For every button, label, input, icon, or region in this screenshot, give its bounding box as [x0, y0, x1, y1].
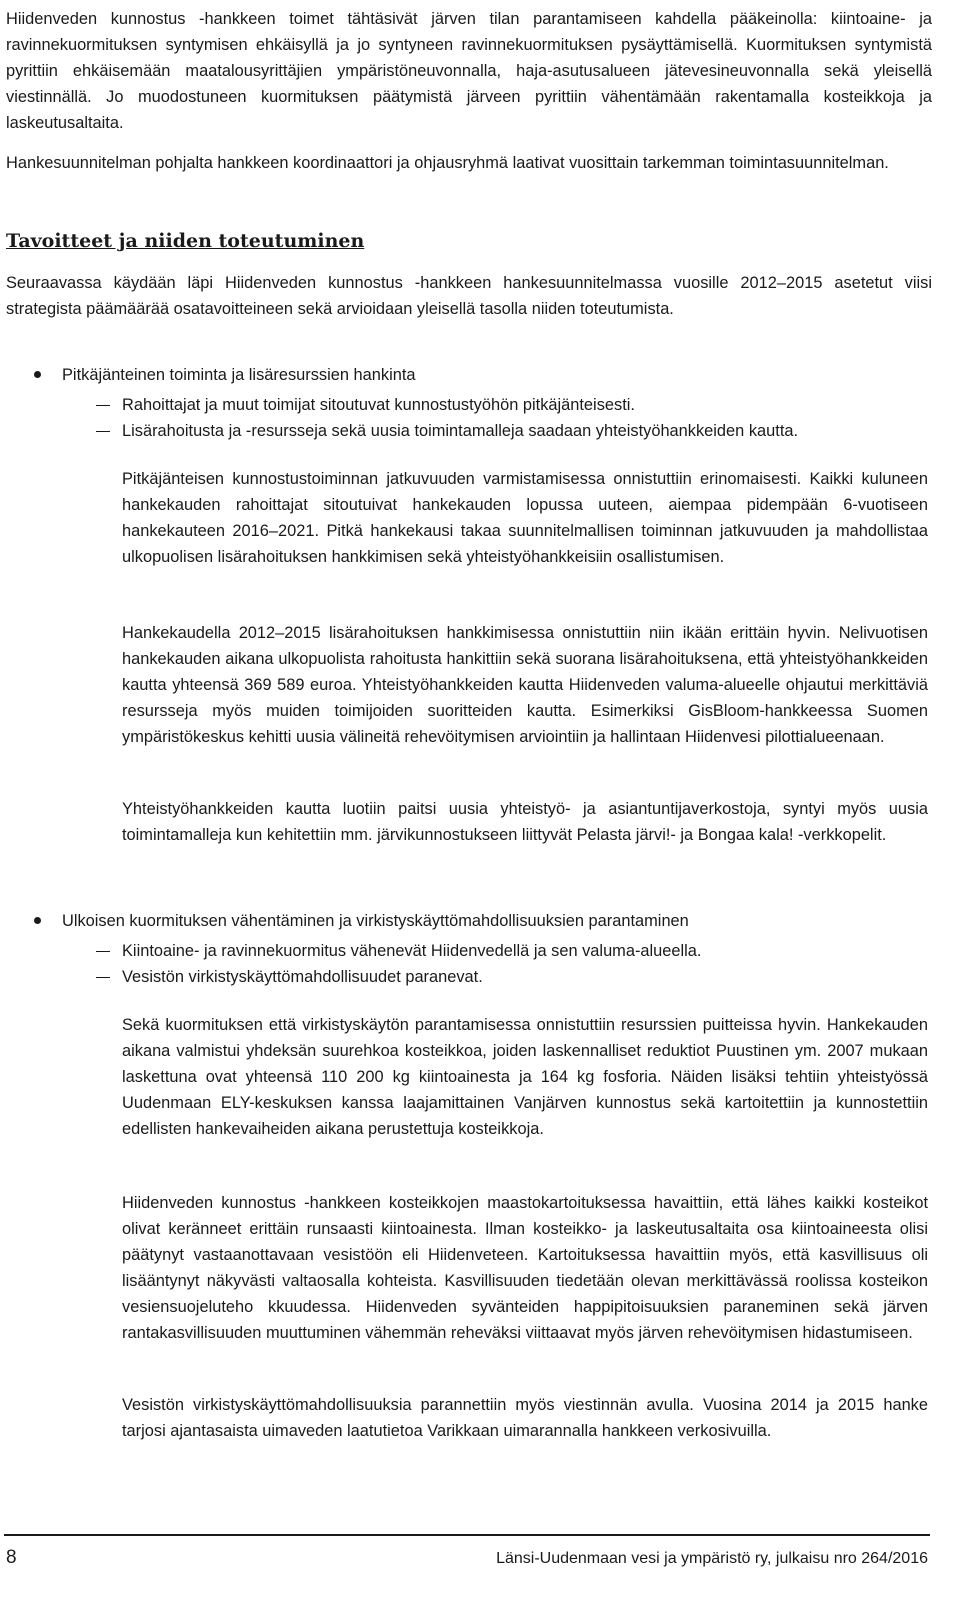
- goal-2-paragraph-1: Sekä kuormituksen että virkistyskäytön parantamisessa onnistuttiin resurssien puitteissa hyvin. Hankekauden aikana valmistui yhdeksän suurehkoa kosteikkoa, joiden laskennalliset reduktiot Puustinen ym. 2007 mukaan laskettuna ovat yhteensä 110 200 kg kiintoainesta ja 164 kg fosforia. Näiden lisäksi tehtiin yhteistyössä Uudenmaan ELY-keskuksen kanssa laajamittainen Vanjärven kunnostus sekä kartoitettiin ja kunnostettiin edellisten hankevaiheiden aikana perustettuja kosteikkoja.: [122, 1016, 928, 1138]
- intro-paragraph-2: [6, 150, 932, 176]
- dash-icon: [96, 977, 110, 978]
- bullet-dot-icon: [34, 371, 41, 378]
- goal-1-title-text: Pitkäjänteinen toiminta ja lisäresurssien hankinta: [62, 366, 416, 384]
- footer-divider: [4, 1534, 930, 1536]
- goal-2-title-text: Ulkoisen kuormituksen vähentäminen ja virkistyskäyttömahdollisuuksien parantaminen: [62, 912, 689, 930]
- intro-paragraph-1: [6, 6, 932, 136]
- publication-info: Länsi-Uudenmaan vesi ja ympäristö ry, julkaisu nro 264/2016: [496, 1550, 928, 1567]
- goal-2-paragraph-2: Hiidenveden kunnostus -hankkeen kosteikkojen maastokartoituksessa havaittiin, että lähes kaikki kosteikot olivat keränneet erittäin runsaasti kiintoainesta. Ilman kosteikko- ja laskeutusaltaita osa kiintoaineesta olisi päätynyt vastaanottavaan vesistöön eli Hiidenveteen. Kartoituksessa havaittiin myös, että kasvillisuus oli lisääntynyt näkyvästi valtaosalla kohteista. Kasvillisuuden tiedetään olevan merkittävässä roolissa kosteikon vesiensuojeluteho kkuudessa. Hiidenveden syvänteiden happipitoisuuksien paraneminen sekä järven rantakasvillisuuden muuttuminen vähemmän reheväksi viittaavat myös järven rehevöitymisen hidastumiseen.: [122, 1194, 928, 1342]
- goal-2-paragraph-3: Vesistön virkistyskäyttömahdollisuuksia parannettiin myös viestinnän avulla. Vuosina 2014 ja 2015 hanke tarjosi ajantasaista uimaveden laatutietoa Varikkaan uimarannalla hankkeen verkosivuilla.: [122, 1396, 928, 1440]
- dash-icon: [96, 405, 110, 406]
- dash-icon: [96, 951, 110, 952]
- bullet-dot-icon: [34, 917, 41, 924]
- goal-1-paragraph-1: Pitkäjänteisen kunnostustoiminnan jatkuvuuden varmistamisessa onnistuttiin erinomaisesti. Kaikki kuluneen hankekauden rahoittajat sitoutuivat hankekauden lopussa uuteen, aiempaa pidempään 6-vuotiseen hankekauteen 2016–2021. Pitkä hankekausi takaa suunnitelmallisen toiminnan jatkuvuuden ja mahdollistaa ulkopuolisen lisärahoituksen hankkimisen sekä yhteistyöhankkeisiin osallistumisen.: [122, 470, 928, 566]
- goal-1-paragraph-2: Hankekaudella 2012–2015 lisärahoituksen hankkimisessa onnistuttiin niin ikään erittäin hyvin. Nelivuotisen hankekauden aikana ulkopuolista rahoitusta hankittiin sekä suorana lisärahoituksena, että yhteistyöhankkeiden kautta yhteensä 369 589 euroa. Yhteistyöhankkeiden kautta Hiidenveden valuma-alueelle ohjautui merkittäviä resursseja myös muiden toimijoiden suoritteiden kautta. Esimerkiksi GisBloom-hankkeessa Suomen ympäristökeskus kehitti uusia välineitä rehevöitymisen arviointiin ja hallintaan Hiidenvesi pilottialueenaan.: [122, 624, 928, 746]
- page-number: 8: [6, 1547, 17, 1568]
- section-heading: Tavoitteet ja niiden toteutuminen: [6, 230, 365, 252]
- goal-1-paragraph-3: Yhteistyöhankkeiden kautta luotiin paitsi uusia yhteistyö- ja asiantuntijaverkostoja, syntyi myös uusia toimintamalleja kun kehitettiin mm. järvikunnostukseen liittyvät Pelasta järvi!- ja Bongaa kala! -verkkopelit.: [122, 800, 928, 844]
- section-lead: [6, 270, 932, 322]
- document-page: Hiidenveden kunnostus -hankkeen toimet tähtäsivät järven tilan parantamiseen kahdella pääkeinolla: kiintoaine- ja ravinnekuormituksen syntymisen ehkäisyllä ja jo syntyneen ravinnekuormituksen pysäyttämisellä. Kuormituksen syntymistä pyrittiin ehkäisemään maatalousyrittäjien ympäristöneuvonnalla, haja-asutusalueen jätevesineuvonnalla sekä yleisellä viestinnällä. Jo muodostuneen kuormituksen päätymistä järveen pyrittiin vähentämään rakentamalla kosteikkoja ja laskeutusaltaita. Hankesuunnitelman pohjalta hankkeen koordinaattori ja ohjausryhmä laativat vuosittain tarkemman toimintasuunnitelman. Tavoitteet ja niiden toteutuminen Seuraavassa käydään läpi Hiidenveden kunnostus -hankkeen hankesuunnitelmassa vuosille 2012–2015 asetetut viisi strategista päämäärää osatavoitteineen sekä arvioidaan yleisellä tasolla niiden toteutumista. Pitkäjänteinen toiminta ja lisäresurssien hankinta Rahoittajat ja muut toimijat sitoutuvat kunnostustyöhön pitkäjänteisesti. Lisärahoitusta ja -resursseja sekä uusia toimintamalleja saadaan yhteistyöhankkeiden kautta. Pitkäjänteisen kunnostustoiminnan jatkuvuuden varmistamisessa onnistuttiin erinomaisesti. Kaikki kuluneen hankekauden rahoittajat sitoutuivat hankekauden lopussa uuteen, aiempaa pidempään 6-vuotiseen hankekauteen 2016–2021. Pitkä hankekausi takaa suunnitelmallisen toiminnan jatkuvuuden ja mahdollistaa ulkopuolisen lisärahoituksen hankkimisen sekä yhteistyöhankkeisiin osallistumisen. Hankekaudella 2012–2015 lisärahoituksen hankkimisessa onnistuttiin niin ikään erittäin hyvin. Nelivuotisen hankekauden aikana ulkopuolista rahoitusta hankittiin sekä suorana lisärahoituksena, että yhteistyöhankkeiden kautta yhteensä 369 589 euroa. Yhteistyöhankkeiden kautta Hiidenveden valuma-alueelle ohjautui merkittäviä resursseja myös muiden toimijoiden suoritteiden kautta. Esimerkiksi GisBloom-hankkeessa Suomen ympäristökeskus kehitti uusia välineitä rehevöitymisen arviointiin ja hallintaan Hiidenvesi pilottialueenaan. Yhteistyöhankkeiden kautta luotiin paitsi uusia yhteistyö- ja asiantuntijaverkostoja, syntyi myös uusia toimintamalleja kun kehitettiin mm. järvikunnostukseen liittyvät Pelasta järvi!- ja Bongaa kala! -verkkopelit. Ulkoisen kuormituksen vähentäminen ja virkistyskäyttömahdollisuuksien parantaminen Kiintoaine- ja ravinnekuormitus vähenevät Hiidenvedellä ja sen valuma-alueella. Vesistön virkistyskäyttömahdollisuudet paranevat. Sekä kuormituksen että virkistyskäytön parantamisessa onnistuttiin resurssien puitteissa hyvin. Hankekauden aikana valmistui yhdeksän suurehkoa kosteikkoa, joiden laskennalliset reduktiot Puustinen ym. 2007 mukaan laskettuna ovat yhteensä 110 200 kg kiintoainesta ja 164 kg fosforia. Näiden lisäksi tehtiin yhteistyössä Uudenmaan ELY-keskuksen kanssa laajamittainen Vanjärven kunnostus sekä kartoitettiin ja kunnostettiin edellisten hankevaiheiden aikana perustettuja kosteikkoja. Hiidenveden kunnostus -hankkeen kosteikkojen maastokartoituksessa havaittiin, että lähes kaikki kosteikot olivat keränneet erittäin runsaasti kiintoainesta. Ilman kosteikko- ja laskeutusaltaita osa kiintoaineesta olisi päätynyt vastaanottavaan vesistöön eli Hiidenveteen. Kartoituksessa havaittiin myös, että kasvillisuus oli lisääntynyt näkyvästi valtaosalla kohteista. Kasvillisuuden tiedetään olevan merkittävässä roolissa kosteikon vesiensuojeluteho kkuudessa. Hiidenveden syvänteiden happipitoisuuksien paraneminen sekä järven rantakasvillisuuden muuttuminen vähemmän reheväksi viittaavat myös järven rehevöitymisen hidastumiseen. Vesistön virkistyskäyttömahdollisuuksia parannettiin myös viestinnän avulla. Vuosina 2014 ja 2015 hanke tarjosi ajantasaista uimaveden laatutietoa Varikkaan uimarannalla hankkeen verkosivuilla. 8 Länsi-Uudenmaan vesi ja ympäristö ry, julkaisu nro 264/2016: [0, 0, 960, 1615]
- intro-text-1: Hiidenveden kunnostus -hankkeen toimet tähtäsivät järven tilan parantamiseen kahdella pääkeinolla: kiintoaine- ja ravinnekuormituksen syntymisen ehkäisyllä ja jo syntyneen ravinnekuormituksen pysäyttämisellä. Kuormituksen syntymistä pyrittiin ehkäisemään maatalousyrittäjien ympäristöneuvonnalla, haja-asutusalueen jätevesineuvonnalla sekä yleisellä viestinnällä. Jo muodostuneen kuormituksen päätymistä järveen pyrittiin vähentämään rakentamalla kosteikkoja ja laskeutusaltaita.: [6, 10, 932, 132]
- dash-icon: [96, 431, 110, 432]
- intro-text-2: Hankesuunnitelman pohjalta hankkeen koordinaattori ja ohjausryhmä laativat vuosittain tarkemman toimintasuunnitelman.: [6, 154, 889, 172]
- section-lead-text: Seuraavassa käydään läpi Hiidenveden kunnostus -hankkeen hankesuunnitelmassa vuosille 2012–2015 asetetut viisi strategista päämäärää osatavoitteineen sekä arvioidaan yleisellä tasolla niiden toteutumista.: [6, 274, 932, 318]
